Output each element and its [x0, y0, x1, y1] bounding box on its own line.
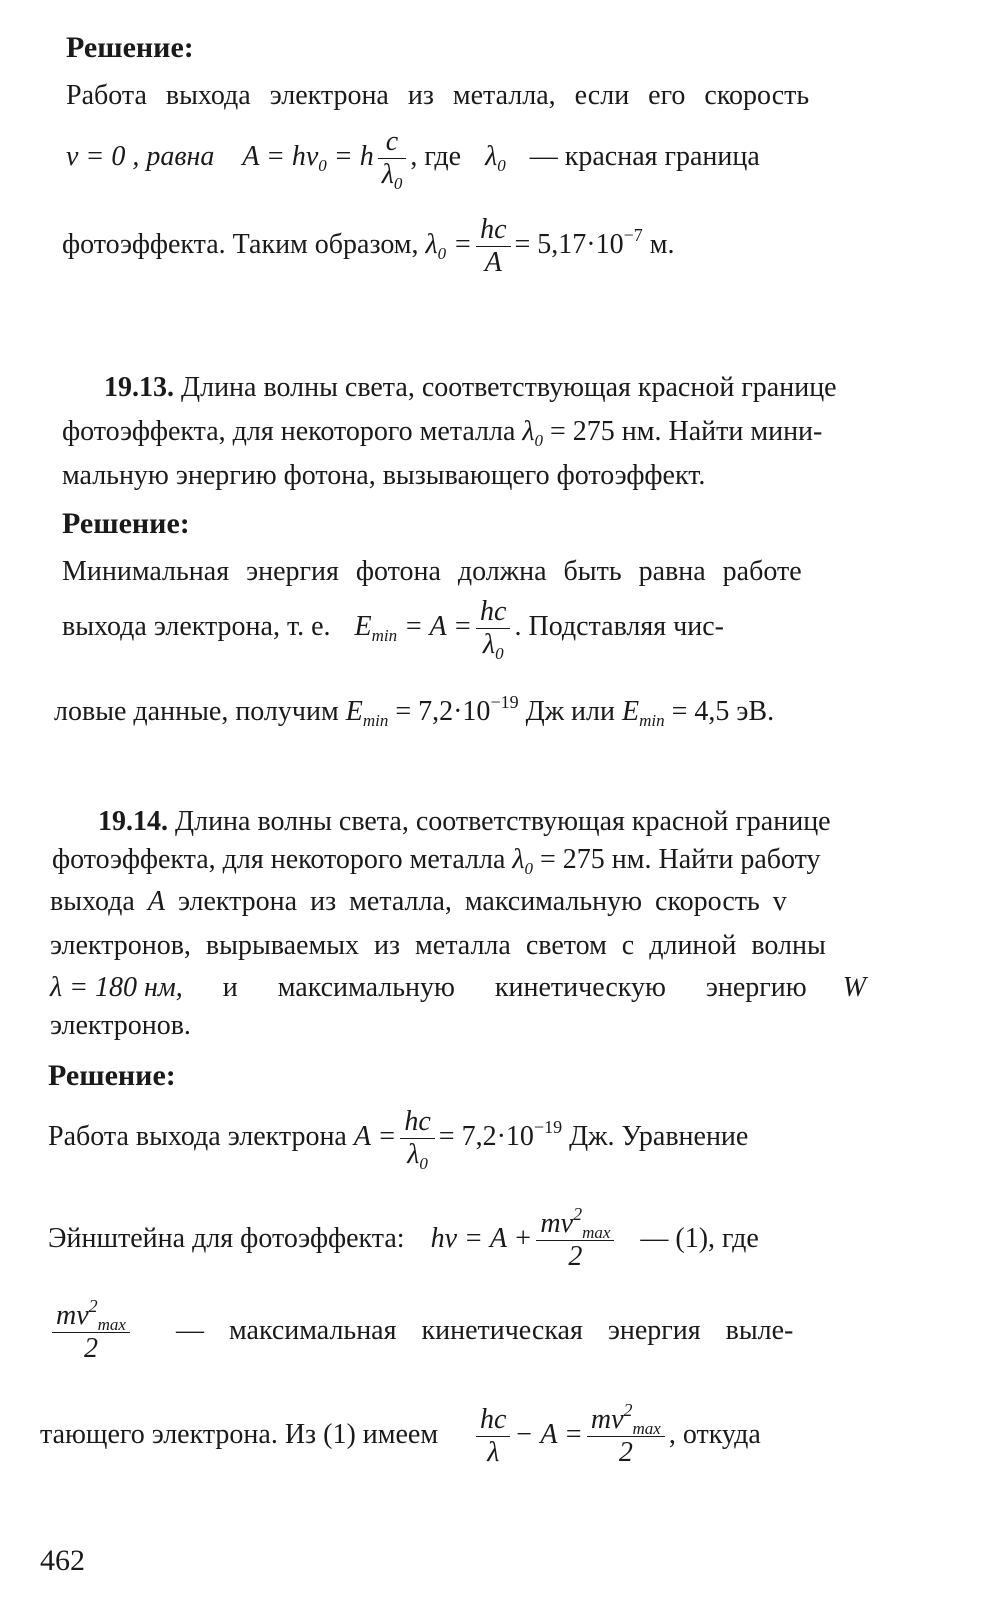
fraction-num: hc — [476, 596, 510, 629]
subscript: min — [371, 625, 398, 645]
text-span: выхода электрона, т. е. — [62, 610, 331, 642]
text-line-formula — [48, 1204, 759, 1292]
solution-heading-1: Решение: — [66, 31, 194, 64]
text-span: электрона из металла, максимальную скорость v — [177, 886, 787, 917]
problem-number: 19.14. — [98, 806, 168, 837]
subscript: max — [97, 1315, 126, 1334]
value: = 5,17·10 — [514, 228, 624, 260]
energy-symbol: W — [842, 972, 867, 1003]
lambda-symbol: $\lambda_0$ — [485, 140, 506, 175]
text-line-formula — [40, 1400, 761, 1488]
text-span: фотоэффекта, для некоторого металла — [62, 416, 516, 447]
subscript: max — [632, 1419, 661, 1438]
text-span: Работа выхода электрона — [48, 1120, 347, 1152]
fraction — [587, 1400, 665, 1469]
exponent: −7 — [623, 224, 643, 245]
formula-part: = A = — [404, 610, 473, 642]
subscript: min — [362, 711, 389, 730]
fraction-den: $\lambda_0$ — [381, 159, 403, 193]
text-span: фотоэффекта. Таким образом, — [62, 228, 419, 260]
fraction-den: λ — [487, 1437, 500, 1468]
lambda-text: λ — [512, 844, 525, 875]
text-span: — красная граница — [529, 140, 760, 172]
fraction-den: 2 — [618, 1437, 633, 1468]
text-line-formula — [62, 214, 675, 294]
text-line-formula — [66, 126, 760, 206]
text-span: энергию — [705, 972, 807, 1003]
fraction-num: hc — [400, 1106, 434, 1139]
text-line-formula — [48, 1296, 794, 1384]
fraction — [536, 1204, 614, 1273]
text-span: Дж. Уравнение — [569, 1120, 749, 1152]
problem-19-13-line — [104, 370, 837, 406]
energy-symbol — [345, 696, 389, 730]
text-span: Эйнштейна для фотоэффекта: — [48, 1222, 405, 1254]
solution-heading-3: Решение: — [48, 1059, 176, 1092]
text-span: и — [222, 972, 238, 1003]
energy-text: E — [354, 610, 372, 642]
text-line: электронов. — [50, 1010, 191, 1041]
text-line — [62, 414, 822, 450]
exponent: −19 — [490, 692, 519, 712]
text-span: фотоэффекта, для некоторого металла — [52, 844, 506, 875]
fraction-num: $mv^2_{max}$ — [52, 1300, 130, 1333]
subscript: max — [582, 1223, 611, 1242]
fraction — [52, 1296, 130, 1365]
text-span: тающего электрона. Из (1) имеем — [40, 1418, 439, 1450]
fraction-num: c — [378, 126, 407, 159]
energy-text: E — [345, 696, 363, 727]
lambda-symbol: $\lambda_0$ = — [425, 228, 473, 263]
formula-part: = h — [333, 140, 374, 172]
text-span: , где — [410, 140, 462, 172]
work-symbol: A — [147, 886, 165, 917]
value: = 7,2·10 — [395, 696, 491, 727]
fraction-num-text: mv — [590, 1404, 624, 1435]
text-line: мальную энергию фотона, вызывающего фотоэффект. — [62, 460, 706, 491]
fraction-den: 2 — [568, 1241, 583, 1272]
fraction-num-text: mv — [56, 1300, 89, 1331]
fraction-num: hc — [476, 214, 510, 247]
fraction-den: 2 — [83, 1333, 98, 1364]
text-span: Длина волны света, соответствующая красной границе — [175, 806, 831, 837]
fraction-num: hc — [476, 1404, 510, 1437]
text-line-formula — [48, 1106, 748, 1186]
text-span: = 275 нм. Найти работу — [540, 844, 821, 875]
formula-part: A = hν — [242, 140, 319, 172]
text-span: λ = 180 нм, — [50, 972, 183, 1003]
text-line: Минимальная энергия фотона должна быть равна работе — [62, 556, 802, 587]
solution-heading-2: Решение: — [62, 507, 190, 540]
fraction — [476, 596, 510, 661]
formula: $A = h\nu_0 = h$ — [242, 140, 374, 175]
problem-number: 19.13. — [104, 372, 174, 403]
text-line — [52, 842, 821, 878]
text-span: Дж или — [525, 696, 615, 727]
text-line-formula — [62, 596, 724, 676]
formula-part: − A = — [514, 1418, 583, 1450]
energy-symbol — [621, 696, 665, 730]
text-line: Работа выхода электрона из металла, если его скорость — [66, 80, 810, 111]
text-span: v = 0 , равна — [66, 140, 215, 172]
text-span: — (1), где — [640, 1222, 759, 1254]
text-span: кинетическую — [494, 972, 666, 1003]
fraction-den: A — [484, 247, 502, 278]
fraction-num: $mv^2_{max}$ — [536, 1208, 614, 1241]
exponent: −19 — [533, 1116, 563, 1137]
fraction — [476, 214, 510, 279]
formula-part: hν = A + — [430, 1222, 533, 1254]
text-span: = 275 нм. Найти мини- — [550, 416, 823, 447]
text-span: ловые данные, получим — [54, 696, 339, 727]
lambda-symbol: $\lambda_0$ — [522, 416, 544, 450]
problem-19-14-line — [98, 804, 831, 840]
fraction — [378, 126, 407, 191]
fraction-num-text: mv — [540, 1208, 574, 1239]
fraction — [400, 1106, 434, 1171]
lambda-text: λ — [425, 228, 438, 260]
text-line — [50, 884, 787, 920]
text-span: Длина волны света, соответствующая красной границе — [181, 372, 837, 403]
unit: м. — [649, 228, 675, 260]
lambda-text: λ — [485, 140, 498, 172]
lambda-symbol: $\lambda_0$ — [512, 844, 534, 878]
text-line: электронов, вырываемых из металла светом с длиной волны — [50, 930, 826, 961]
formula-part: A = — [353, 1120, 397, 1152]
fraction-den-text: λ — [407, 1139, 420, 1170]
fraction — [476, 1404, 510, 1469]
page-number: 462 — [40, 1544, 85, 1577]
fraction-den-text: λ — [381, 159, 394, 190]
fraction-den: $\lambda_0$ — [407, 1139, 428, 1173]
text-span: , откуда — [668, 1418, 761, 1450]
fraction-num: $mv^2_{max}$ — [587, 1404, 665, 1437]
text-line — [50, 970, 866, 1006]
lambda-text: λ — [522, 416, 535, 447]
text-span: . Подставляя чис- — [514, 610, 724, 642]
fraction-den-text: λ — [482, 629, 496, 660]
energy-symbol — [354, 610, 398, 645]
text-span: выхода — [50, 886, 135, 917]
value: = 7,2·10 — [438, 1120, 534, 1152]
text-line-formula — [54, 694, 774, 730]
energy-text: E — [621, 696, 640, 727]
text-span: — максимальная кинетическая энергия выле- — [175, 1314, 794, 1346]
text-span: максимальную — [277, 972, 455, 1003]
fraction-den: $\lambda_0$ — [482, 629, 504, 663]
value: = 4,5 эВ. — [671, 696, 775, 727]
subscript: min — [639, 711, 665, 730]
